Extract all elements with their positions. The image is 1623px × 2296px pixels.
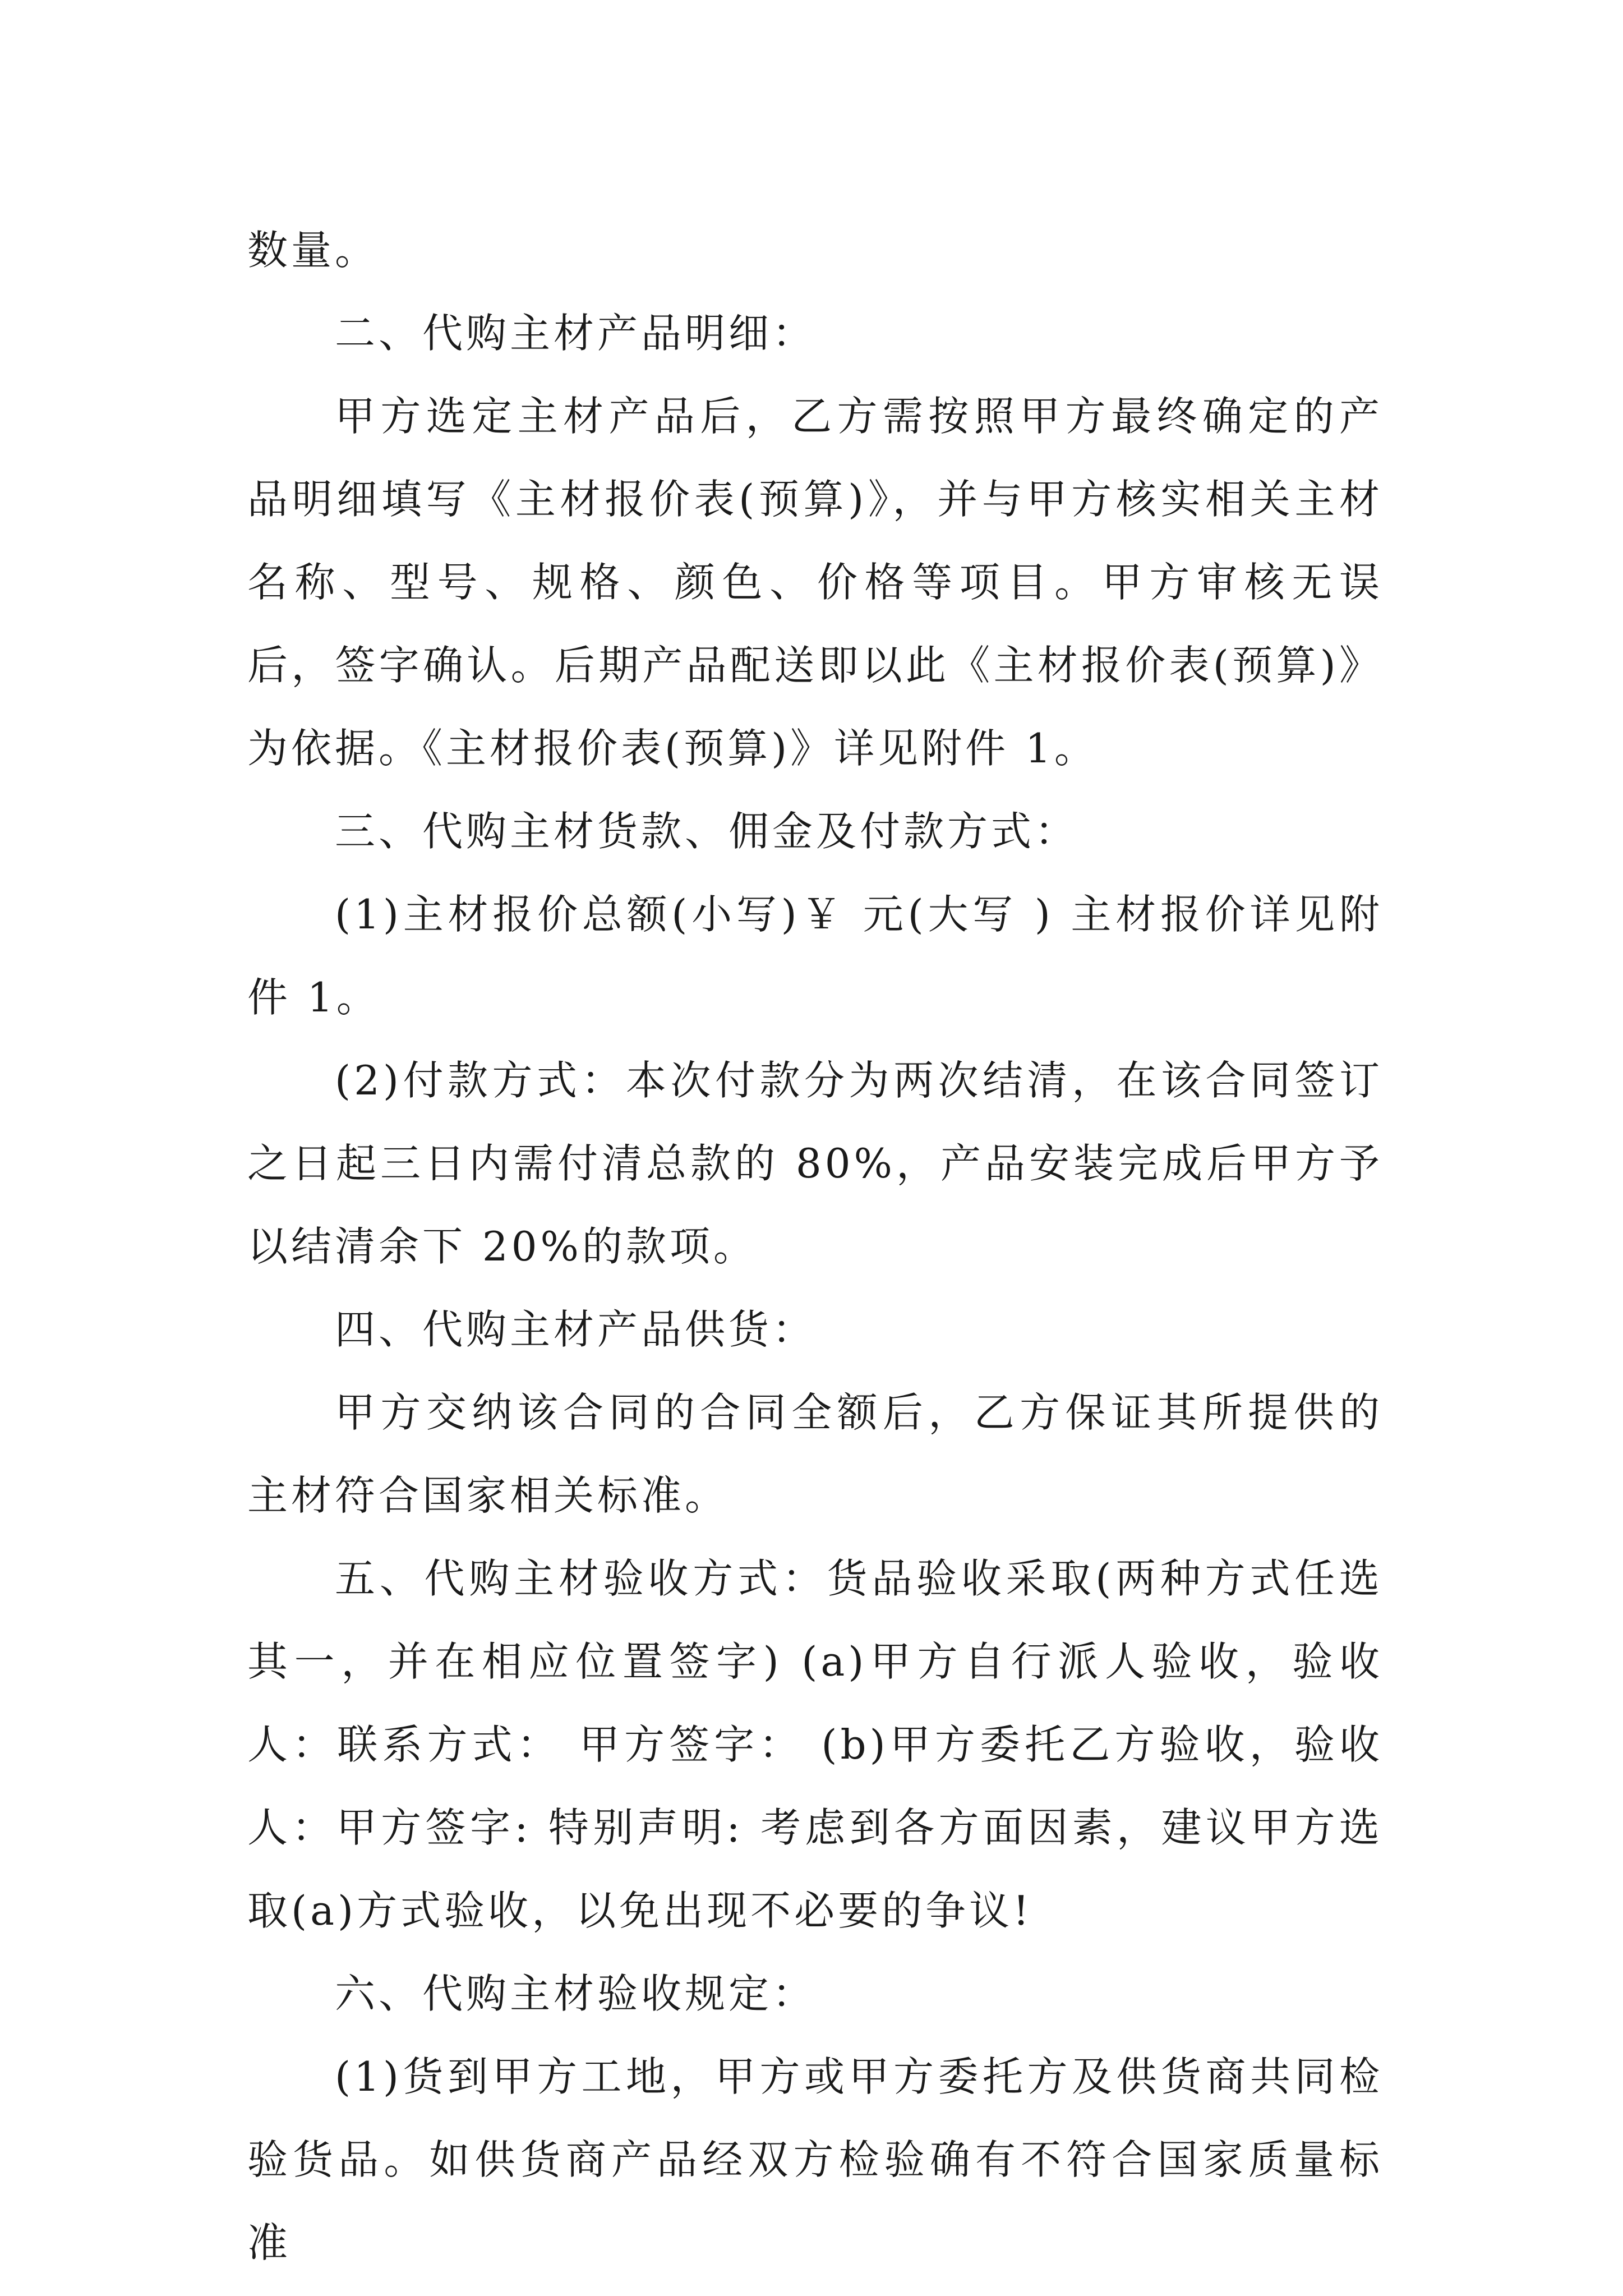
paragraph: 甲方交纳该合同的合同全额后，乙方保证其所提供的主材符合国家相关标准。 bbox=[247, 1389, 1383, 1519]
section-heading-3: 三、代购主材货款、佣金及付款方式： bbox=[335, 808, 1079, 855]
paragraph: 甲方选定主材产品后，乙方需按照甲方最终确定的产品明细填写《主材报价表(预算)》，并与甲方核实相关主材名称、型号、规格、颜色、价格等项目。甲方审核无误后，签字确认。后期产品配送即以此《主材报价表(预算)》为依据。《主材报价表(预算)》详见附件 1。 bbox=[247, 393, 1383, 772]
paragraph: 数量。 bbox=[247, 227, 379, 274]
section-heading-6: 六、代购主材验收规定： bbox=[335, 1970, 817, 2017]
section-heading-4: 四、代购主材产品供货： bbox=[335, 1306, 817, 1353]
document-body bbox=[247, 209, 1383, 2284]
paragraph: (1)货到甲方工地，甲方或甲方委托方及供货商共同检验货品。如供货商产品经双方检验确有不符合国家质量标准 bbox=[247, 2053, 1383, 2266]
paragraph: (2)付款方式：本次付款分为两次结清，在该合同签订之日起三日内需付清总款的 80%，产品安装完成后甲方予以结清余下 20%的款项。 bbox=[247, 1057, 1383, 1270]
paragraph: (1)主材报价总额(小写)￥ 元(大写 ) 主材报价详见附件 1。 bbox=[247, 891, 1383, 1021]
paragraph: 五、代购主材验收方式：货品验收采取(两种方式任选其一，并在相应位置签字) (a)甲方自行派人验收，验收人：联系方式： 甲方签字： (b)甲方委托乙方验收，验收人：甲方签字: 特别声明: 考虑到各方面因素，建议甲方选取(a)方式验收，以免出现不必要的争议! bbox=[247, 1555, 1383, 1934]
section-heading-2: 二、代购主材产品明细： bbox=[335, 310, 817, 357]
